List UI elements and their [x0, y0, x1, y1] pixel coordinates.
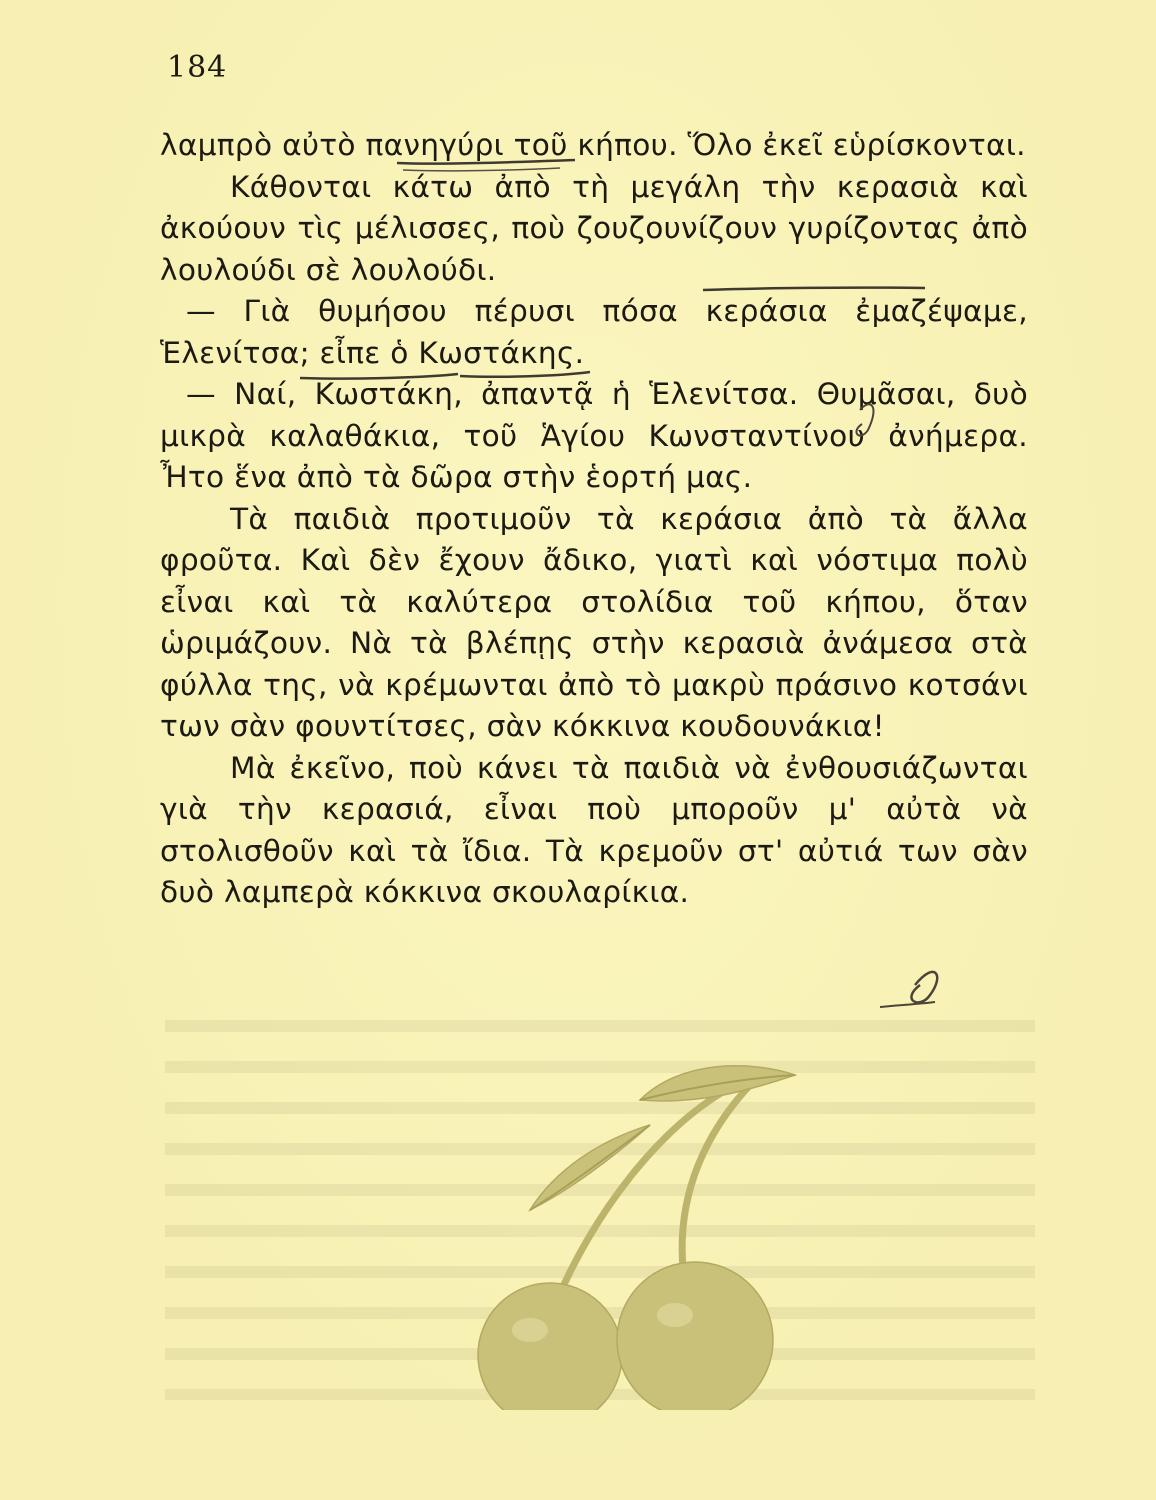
paragraph-4: [160, 374, 1028, 499]
cherry-left: [478, 1283, 622, 1410]
paragraph-3: [160, 291, 1028, 374]
paragraph-5: [160, 499, 1028, 748]
paragraph-2-text: Κάθονται κάτω ἀπὸ τὴ μεγάλη τὴν κερασιὰ καὶ ἀκούουν τὶς μέλισσες, ποὺ ζουζουνίζουν γυρίζοντας ἀπὸ λουλούδι σὲ λουλούδι.: [160, 169, 1028, 287]
end-loop-mark: [911, 972, 937, 1003]
cherries-illustration: [460, 1040, 820, 1410]
paragraph-3-text: — Γιὰ θυμήσου πέρυσι πόσα κεράσια ἐμαζέψαμε, Ἑλενίτσα; εἶπε ὁ Κωστάκης.: [160, 294, 1028, 370]
paragraph-6-text: Μὰ ἐκεῖνο, ποὺ κάνει τὰ παιδιὰ νὰ ἐνθουσιάζωνται γιὰ τὴν κερασιά, εἶναι ποὺ μποροῦν μ' αὐτὰ νὰ στολισθοῦν καὶ τὰ ἴδια. Τὰ κρεμοῦν στ' αὐτιά των σὰν δυὸ λαμπερὰ κόκκινα σκουλαρίκια.: [160, 750, 1028, 909]
paragraph-4-text: — Ναί, Κωστάκη, ἀπαντᾷ ἡ Ἑλενίτσα. Θυμᾶσαι, δυὸ μικρὰ καλαθάκια, τοῦ Ἁγίου Κωνσταντίνου ἀνήμερα. Ἦτο ἕνα ἀπὸ τὰ δῶρα στὴν ἑορτή μας.: [160, 377, 1028, 494]
body-text: [160, 125, 1028, 914]
paragraph-1: [160, 125, 1028, 167]
page-number: 184: [167, 50, 228, 85]
paragraph-6: [160, 748, 1028, 914]
cherry-right: [617, 1262, 773, 1410]
paragraph-1-text: λαμπρὸ αὐτὸ πανηγύρι τοῦ κήπου. Ὅλο ἐκεῖ εὑρίσκονται.: [160, 128, 1026, 162]
paragraph-2: [160, 167, 1028, 292]
end-underline-mark: [880, 1002, 935, 1007]
paragraph-5-text: Τὰ παιδιὰ προτιμοῦν τὰ κεράσια ἀπὸ τὰ ἄλλα φροῦτα. Καὶ δὲν ἔχουν ἄδικο, γιατὶ καὶ νόστιμα πολὺ εἶναι καὶ τὰ καλύτερα στολίδια τοῦ κήπου, ὅταν ὡριμάζουν. Νὰ τὰ βλέπῃς στὴν κερασιὰ ἀνάμεσα στὰ φύλλα της, νὰ κρέμωνται ἀπὸ τὸ μακρὺ πράσινο κοτσάνι των σὰν φουντίτσες, σὰν κόκκινα κουδουνάκια!: [160, 501, 1028, 743]
